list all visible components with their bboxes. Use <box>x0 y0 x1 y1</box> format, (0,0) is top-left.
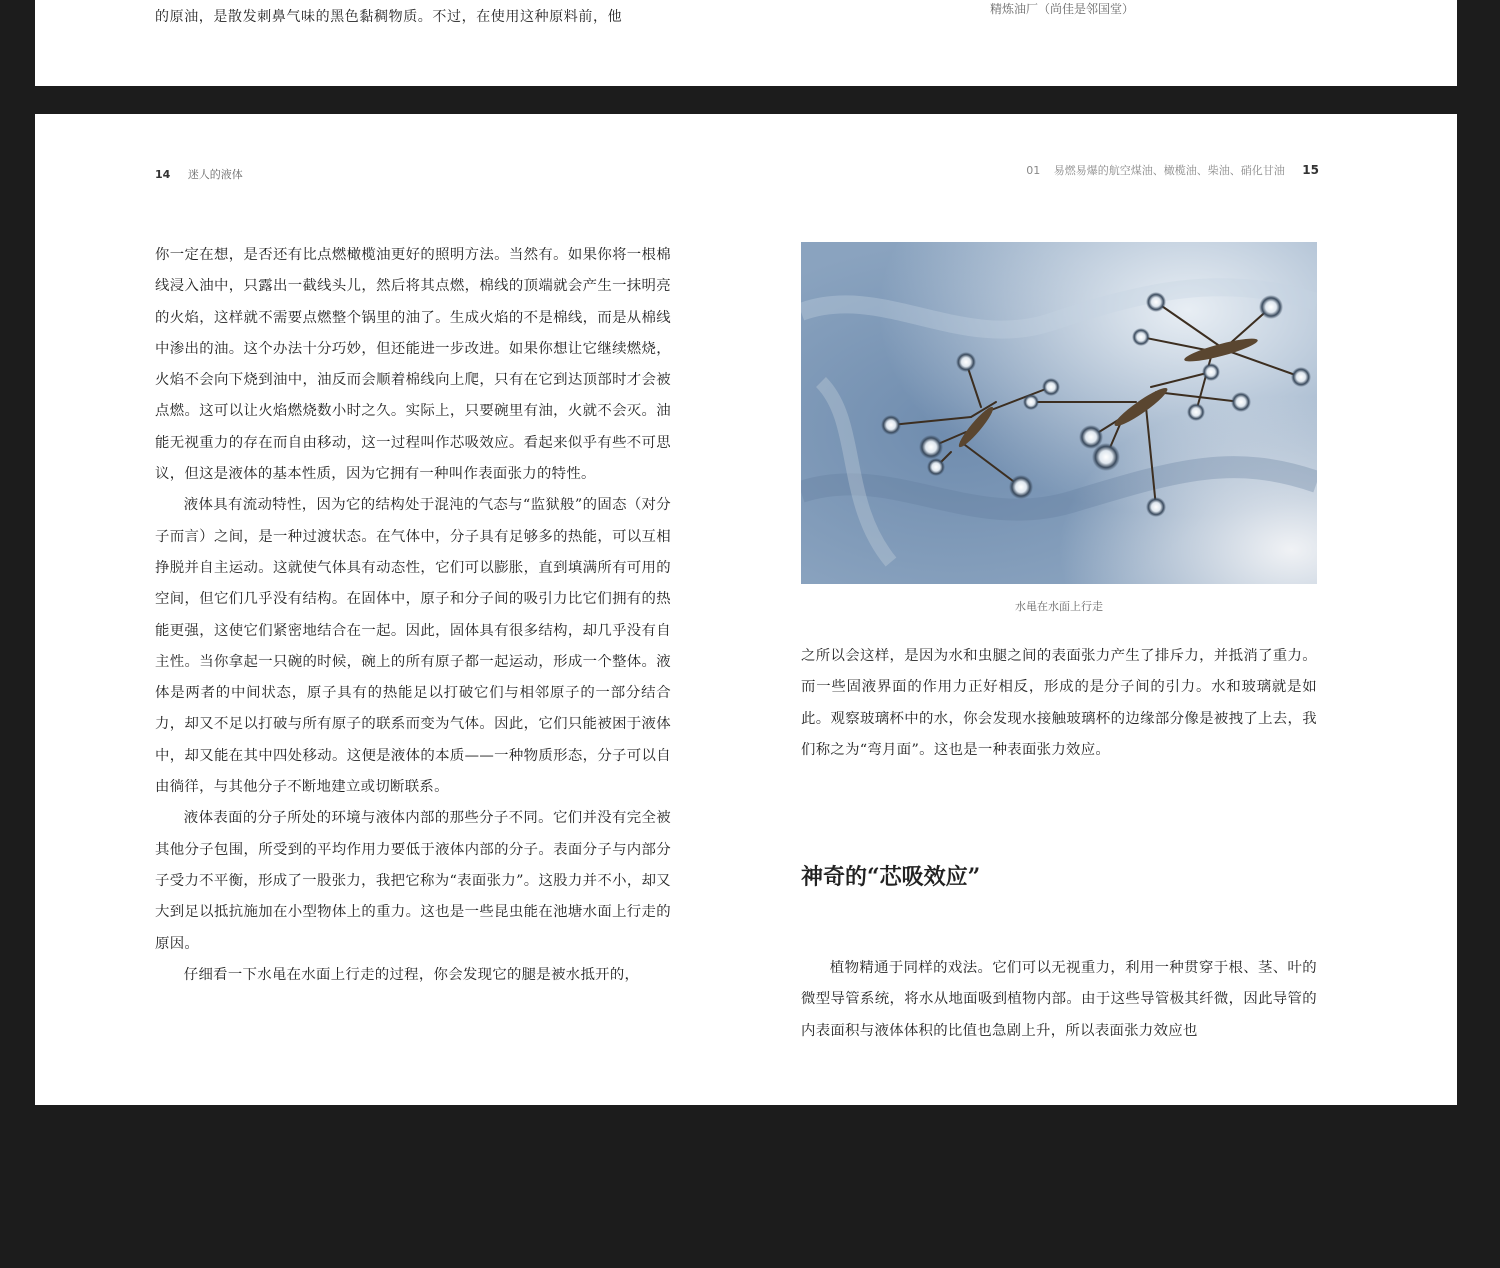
left-page-number: 14 <box>155 168 171 181</box>
right-page-body-top <box>801 641 1317 766</box>
body-paragraph: 仔细看一下水黾在水面上行走的过程，你会发现它的腿是被水抵开的， <box>183 966 640 983</box>
right-page-body-bottom <box>801 953 1317 1047</box>
body-paragraph: 之所以会这样，是因为水和虫腿之间的表面张力产生了排斥力，并抵消了重力。而一些固液界面的作用力正好相反，形成的是分子间的引力。水和玻璃就是如此。观察玻璃杯中的水，你会发现水接触玻璃杯的边缘部分像是被拽了上去，我们称之为“弯月面”。这也是一种表面张力效应。 <box>801 648 1317 758</box>
previous-page-caption: 精炼油厂（尚佳是邻国堂） <box>990 2 1135 16</box>
body-paragraph: 植物精通于同样的戏法。它们可以无视重力，利用一种贯穿于根、茎、叶的微型导管系统，将水从地面吸到植物内部。由于这些导管极其纤微，因此导管的内表面积与液体体积的比值也急剧上升，所以表面张力效应也 <box>801 960 1317 1039</box>
left-page-header <box>155 166 243 182</box>
previous-page-text-line: 的原油，是散发刺鼻气味的黑色黏稠物质。不过，在使用这种原料前，他 <box>155 9 623 25</box>
previous-page <box>35 0 1457 86</box>
left-page-running-title: 迷人的液体 <box>187 168 243 181</box>
right-page-running-title: 易燃易爆的航空煤油、橄榄油、柴油、硝化甘油 <box>1053 164 1285 177</box>
body-paragraph: 你一定在想，是否还有比点燃橄榄油更好的照明方法。当然有。如果你将一根棉线浸入油中，只露出一截线头儿，然后将其点燃，棉线的顶端就会产生一抹明亮的火焰，这样就不需要点燃整个锅里的油了。生成火焰的不是棉线，而是从棉线中渗出的油。这个办法十分巧妙，但还能进一步改进。如果你想让它继续燃烧，火焰不会向下烧到油中，油反而会顺着棉线向上爬，只有在它到达顶部时才会被点燃。这可以让火焰燃烧数小时之久。实际上，只要碗里有油，火就不会灭。油能无视重力的存在而自由移动，这一过程叫作芯吸效应。看起来似乎有些不可思议，但这是液体的基本性质，因为它拥有一种叫作表面张力的特性。 <box>155 247 671 483</box>
body-paragraph: 液体具有流动特性，因为它的结构处于混沌的气态与“监狱般”的固态（对分子而言）之间，是一种过渡状态。在气体中，分子具有足够多的热能，可以互相挣脱并自主运动。这就使气体具有动态性，它们可以膨胀，直到填满所有可用的空间，但它们几乎没有结构。在固体中，原子和分子间的吸引力比它们拥有的热能更强，这使它们紧密地结合在一起。因此，固体具有很多结构，却几乎没有自主性。当你拿起一只碗的时候，碗上的所有原子都一起运动，形成一个整体。液体是两者的中间状态，原子具有的热能足以打破它们与相邻原子的一部分结合力，却又不足以打破与所有原子的联系而变为气体。因此，它们只能被困于液体中，却又能在其中四处移动。这便是液体的本质——一种物质形态，分子可以自由徜徉，与其他分子不断地建立或切断联系。 <box>155 497 671 796</box>
right-page-number: 15 <box>1302 163 1319 177</box>
chapter-number: 01 <box>1026 164 1041 177</box>
section-heading: 神奇的“芯吸效应” <box>801 864 981 890</box>
body-paragraph: 液体表面的分子所处的环境与液体内部的那些分子不同。它们并没有完全被其他分子包围，所受到的平均作用力要低于液体内部的分子。表面分子与内部分子受力不平衡，形成了一股张力，我把它称为“表面张力”。这股力并不小，却又大到足以抵抗施加在小型物体上的重力。这也是一些昆虫能在池塘水面上行走的原因。 <box>155 810 671 952</box>
book-spread <box>35 114 1457 1105</box>
left-page-body <box>155 240 671 991</box>
water-strider-photo <box>801 242 1317 584</box>
right-page-header <box>1026 162 1319 178</box>
photo-caption: 水黾在水面上行走 <box>1015 600 1103 613</box>
